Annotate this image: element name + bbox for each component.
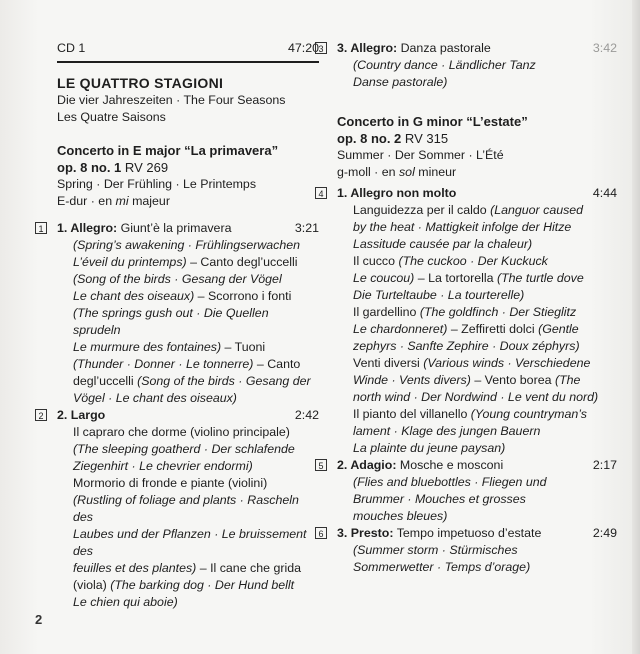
description-line xyxy=(57,560,319,577)
key-prefix: g-moll · en xyxy=(337,165,399,179)
description-line xyxy=(57,492,319,526)
track-5 xyxy=(318,457,617,525)
description-line xyxy=(337,338,617,355)
description-line xyxy=(57,594,319,611)
description-line xyxy=(57,305,319,339)
work-title: LE QUATTRO STAGIONI xyxy=(57,75,224,91)
left-column xyxy=(38,40,319,611)
description-text: (Summer storm · Stürmisches xyxy=(353,543,518,557)
track-title-line xyxy=(337,457,503,474)
description-line xyxy=(337,355,617,372)
description-italic: (Various winds · Verschiedene xyxy=(423,356,591,370)
track-title-line xyxy=(337,185,456,202)
description-roman: – Vento borea xyxy=(470,373,555,387)
movement-number: 2. xyxy=(337,458,351,472)
description-italic: (The xyxy=(554,373,581,387)
track-number-box: 5 xyxy=(315,459,327,471)
description-text: (Flies and bluebottles · Fliegen und xyxy=(353,475,547,489)
description-text: (The sleeping goatherd · Der schlafende xyxy=(73,442,295,456)
description-line xyxy=(337,202,617,219)
description-roman: – La tortorella xyxy=(414,271,497,285)
description-roman: – Tuoni xyxy=(221,340,266,354)
work-subtitle-1: Die vier Jahreszeiten · The Four Seasons xyxy=(57,93,286,107)
description-text: Vögel · Le chant des oiseaux) xyxy=(73,391,237,405)
description-line xyxy=(337,491,617,508)
description-line xyxy=(337,270,617,287)
track-number-box: 6 xyxy=(315,527,327,539)
description-line xyxy=(337,474,617,491)
page-fold xyxy=(632,0,640,654)
movement-title: Tempo impetuoso d’estate xyxy=(393,526,542,540)
tempo-marking: Allegro: xyxy=(70,221,118,235)
description-line xyxy=(337,253,617,270)
description-text: degl’uccelli xyxy=(73,374,138,388)
description-italic: (Song of the birds · Gesang der xyxy=(137,374,311,388)
description-text: Winde · Vents divers) xyxy=(353,373,471,387)
key-suffix: mineur xyxy=(414,165,457,179)
description-text: Lassitude causée par la chaleur) xyxy=(353,237,533,251)
description-line xyxy=(57,339,319,356)
description-line xyxy=(57,390,319,407)
concerto-1-heading xyxy=(57,142,319,176)
description-line xyxy=(57,458,319,475)
concerto-2-heading xyxy=(337,113,617,147)
description-line xyxy=(57,254,319,271)
track-heading xyxy=(337,525,617,542)
tempo-marking: Allegro: xyxy=(350,41,398,55)
concerto-1-name: Concerto in E major “La primavera” xyxy=(57,143,279,158)
description-line xyxy=(57,288,319,305)
track-duration: 3:42 xyxy=(592,41,617,55)
description-text: lament · Klage des jungen Bauern xyxy=(353,424,541,438)
description-italic: (The goldfinch · Der Stieglitz xyxy=(419,305,577,319)
track-1 xyxy=(38,220,319,407)
concerto-2-opus: op. 8 no. 2 xyxy=(337,131,402,146)
description-text: Il capraro che dorme (violino principale) xyxy=(73,425,290,439)
description-text: mouches bleues) xyxy=(353,509,448,523)
description-text: Venti diversi xyxy=(353,356,424,370)
description-line xyxy=(57,237,319,254)
track-3 xyxy=(318,40,617,91)
description-text: (Rustling of foliage and plants · Rascheln des xyxy=(73,493,299,524)
description-text: Il gardellino xyxy=(353,305,420,319)
cd-header xyxy=(57,40,319,57)
movement-number: 1. xyxy=(57,221,71,235)
description-line xyxy=(337,321,617,338)
cd-label: CD 1 xyxy=(57,41,86,55)
description-line xyxy=(337,287,617,304)
description-line xyxy=(337,372,617,389)
track-duration: 3:21 xyxy=(294,221,319,235)
description-line xyxy=(337,559,617,576)
description-text: (The springs gush out · Die Quellen sprudeln xyxy=(73,306,269,337)
description-text: feuilles et des plantes) xyxy=(73,561,197,575)
description-text: Le chant des oiseaux) xyxy=(73,289,195,303)
work-subtitle-2: Les Quatre Saisons xyxy=(57,110,166,124)
description-italic: (Young countryman’s xyxy=(470,407,587,421)
concerto-2-titles: Summer · Der Sommer · L’Été xyxy=(337,148,504,162)
track-2 xyxy=(38,407,319,611)
description-text: Languidezza per il caldo xyxy=(353,203,491,217)
description-roman: – Canto xyxy=(253,357,301,371)
description-line xyxy=(57,373,319,390)
description-line xyxy=(337,508,617,525)
track-heading xyxy=(337,185,617,202)
description-text: (Spring’s awakening · Frühlingserwachen xyxy=(73,238,301,252)
description-line xyxy=(337,406,617,423)
track-duration: 4:44 xyxy=(592,186,617,200)
key-italic: mi xyxy=(115,194,129,208)
track-number-box: 1 xyxy=(35,222,47,234)
description-line xyxy=(337,236,617,253)
description-text: Il cucco xyxy=(353,254,399,268)
track-heading xyxy=(57,220,319,237)
movement-number: 3. xyxy=(337,526,351,540)
description-line xyxy=(57,526,319,560)
description-text: by the heat · Mattigkeit infolge der Hitze xyxy=(353,220,572,234)
description-line xyxy=(57,356,319,373)
track-number-box: 3 xyxy=(315,42,327,54)
description-line xyxy=(337,423,617,440)
movement-number: 1. xyxy=(337,186,351,200)
description-line xyxy=(337,304,617,321)
description-roman: – Zeffiretti dolci xyxy=(447,322,539,336)
description-text: L’éveil du printemps) xyxy=(73,255,187,269)
description-text: La plainte du jeune paysan) xyxy=(353,441,506,455)
description-text: Le chardonneret) xyxy=(353,322,448,336)
movement-title: Giunt’è la primavera xyxy=(117,221,232,235)
movement-title: Mosche e mosconi xyxy=(396,458,504,472)
description-line xyxy=(57,271,319,288)
track-number-box: 2 xyxy=(35,409,47,421)
description-line xyxy=(337,542,617,559)
concerto-1-key xyxy=(57,193,319,210)
key-suffix: majeur xyxy=(128,194,170,208)
track-title-line xyxy=(337,40,491,57)
movement-number: 3. xyxy=(337,41,351,55)
description-text: (viola) xyxy=(73,578,111,592)
track-title-line xyxy=(57,407,105,424)
tempo-marking: Allegro non molto xyxy=(350,186,457,200)
track-4 xyxy=(318,185,617,457)
page-number: 2 xyxy=(35,612,43,627)
concerto-2-name: Concerto in G minor “L’estate” xyxy=(337,114,528,129)
description-text: Le chien qui aboie) xyxy=(73,595,178,609)
description-text: Le coucou) xyxy=(353,271,415,285)
description-roman: – Canto degl’uccelli xyxy=(186,255,298,269)
tempo-marking: Presto: xyxy=(350,526,394,540)
concerto-2-key xyxy=(337,164,617,181)
description-italic: (The turtle dove xyxy=(496,271,584,285)
description-line xyxy=(57,424,319,441)
description-text: Danse pastorale) xyxy=(353,75,448,89)
description-text: Sommerwetter · Temps d’orage) xyxy=(353,560,531,574)
right-column xyxy=(318,40,617,576)
tempo-marking: Adagio: xyxy=(350,458,397,472)
description-text: Mormorio di fronde e piante (violini) xyxy=(73,476,268,490)
description-text: (Country dance · Ländlicher Tanz xyxy=(353,58,536,72)
track-heading xyxy=(337,457,617,474)
description-line xyxy=(57,475,319,492)
description-text: Die Turteltaube · La tourterelle) xyxy=(353,288,525,302)
description-text: north wind · Der Nordwind · Le vent du nord) xyxy=(353,390,599,404)
key-prefix: E-dur · en xyxy=(57,194,116,208)
description-line xyxy=(337,440,617,457)
concerto-1-rv: RV 269 xyxy=(124,160,169,175)
key-italic: sol xyxy=(398,165,415,179)
description-line xyxy=(337,74,617,91)
concerto-2-opus-line xyxy=(337,130,617,147)
track-duration: 2:49 xyxy=(592,526,617,540)
movement-number: 2. xyxy=(57,408,71,422)
description-line xyxy=(337,389,617,406)
description-text: (Thunder · Donner · Le tonnerre) xyxy=(73,357,254,371)
description-italic: (Gentle xyxy=(538,322,579,336)
track-duration: 2:17 xyxy=(592,458,617,472)
description-text: zephyrs · Sanfte Zephire · Doux zéphyrs) xyxy=(353,339,580,353)
description-line xyxy=(57,441,319,458)
track-duration: 2:42 xyxy=(294,408,319,422)
track-title-line xyxy=(57,220,231,237)
description-roman: – Il cane che grida xyxy=(196,561,301,575)
description-italic: (Languor caused xyxy=(490,203,584,217)
header-rule xyxy=(57,61,319,63)
track-heading xyxy=(337,40,617,57)
track-heading xyxy=(57,407,319,424)
description-italic: (The barking dog · Der Hund bellt xyxy=(110,578,295,592)
description-line xyxy=(337,57,617,74)
description-italic: (The cuckoo · Der Kuckuck xyxy=(398,254,548,268)
description-text: Ziegenhirt · Le chevrier endormi) xyxy=(73,459,253,473)
concerto-1-opus: op. 8 no. 1 xyxy=(57,160,122,175)
concerto-1-titles: Spring · Der Frühling · Le Printemps xyxy=(57,177,257,191)
track-6 xyxy=(318,525,617,576)
tempo-marking: Largo xyxy=(70,408,106,422)
cd-duration: 47:20 xyxy=(287,41,319,55)
description-line xyxy=(337,219,617,236)
concerto-1-opus-line xyxy=(57,159,319,176)
concerto-2-rv: RV 315 xyxy=(404,131,449,146)
description-line xyxy=(57,577,319,594)
movement-title: Danza pastorale xyxy=(397,41,491,55)
track-title-line xyxy=(337,525,541,542)
description-text: Brummer · Mouches et grosses xyxy=(353,492,526,506)
description-roman: – Scorrono i fonti xyxy=(194,289,292,303)
description-text: Laubes und der Pflanzen · Le bruissement des xyxy=(73,527,307,558)
track-number-box: 4 xyxy=(315,187,327,199)
description-text: Il pianto del villanello xyxy=(353,407,471,421)
description-text: (Song of the birds · Gesang der Vögel xyxy=(73,272,282,286)
description-text: Le murmure des fontaines) xyxy=(73,340,222,354)
